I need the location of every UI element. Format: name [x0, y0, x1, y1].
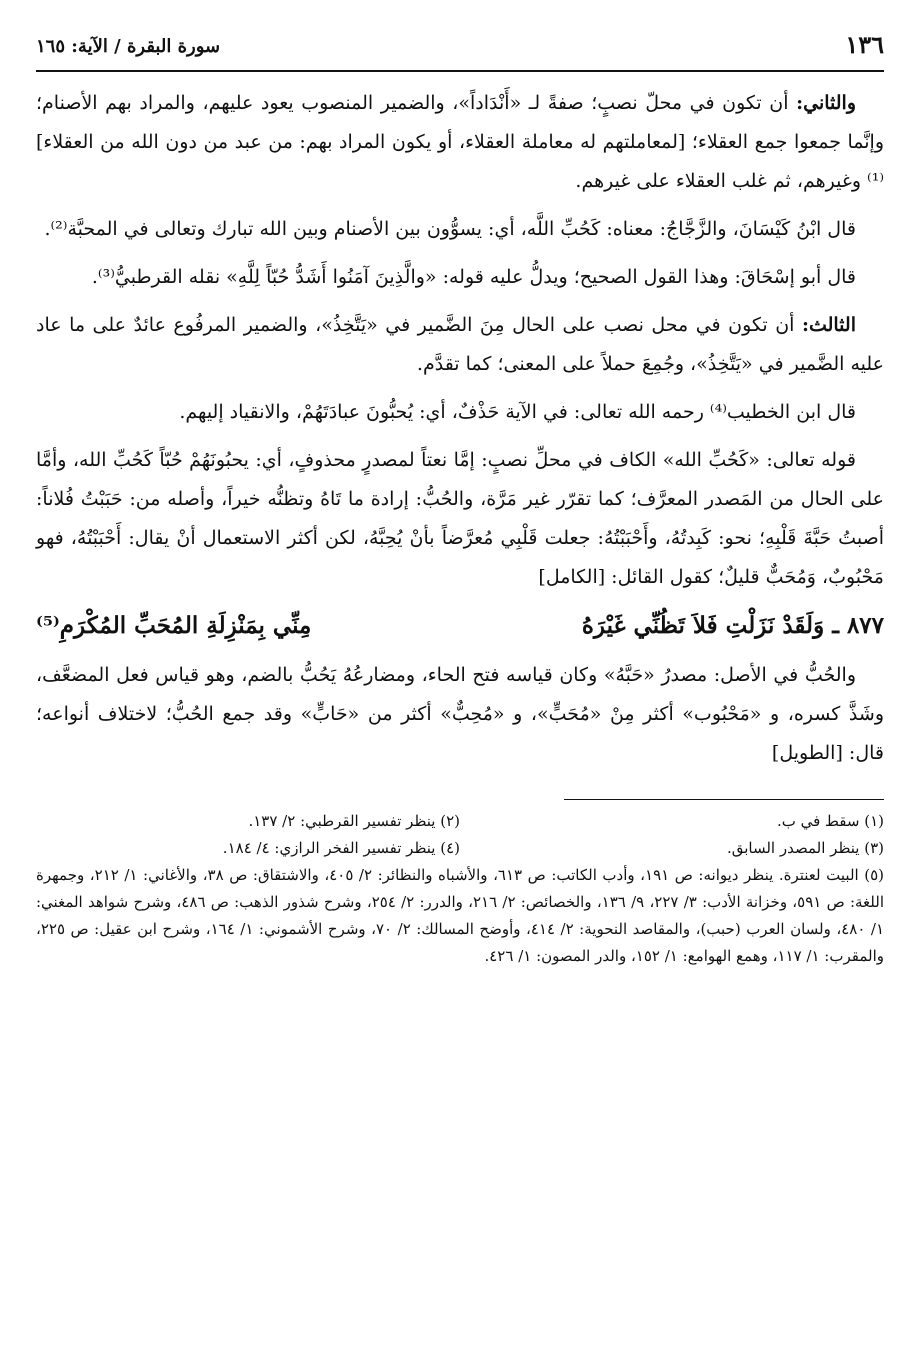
paragraph-label: والثاني:: [796, 92, 856, 114]
footnote-row: [36, 808, 884, 835]
running-title: سورة البقرة / الآية: ١٦٥: [36, 36, 221, 57]
footnotes: [36, 808, 884, 970]
paragraph-abu-ishaq: قال أبو إسْحَاقَ: وهذا القول الصحيح؛ ويدلُّ عليه قوله: «والَّذِينَ آمَنُوا أَشَدُّ حُبّاً لِلَّهِ» نقله القرطبيُّ⁽³⁾.: [91, 266, 856, 288]
main-text: [36, 84, 884, 773]
footnote-3: (٣) ينظر المصدر السابق.: [726, 839, 884, 857]
footnote-1: (١) سقط في ب.: [776, 812, 884, 830]
paragraph-third-view: [36, 306, 884, 384]
verse-first-half: [582, 606, 884, 646]
paragraph-ibn-al-khatib: قال ابن الخطيب⁽⁴⁾ رحمه الله تعالى: في الآية حَذْفٌ، أي: يُحبُّونَ عبادَتَهُمْ، والانقياد إليهم.: [179, 401, 856, 423]
book-page: [36, 30, 884, 1346]
page-number: ١٣٦: [845, 30, 884, 59]
paragraph-label: الثالث:: [801, 314, 856, 336]
paragraph-text: أن تكون في محلّ نصبٍ؛ صفةً لـ «أَنْدَاداً»، والضمير المنصوب يعود عليهم، والمراد بهم الأصنام؛ وإنَّما جمعوا جمع العقلاء؛ [لمعاملتهم له معاملة العقلاء، أو يكون المراد بهم: من عبد من دون الله من العقلاء]⁽¹⁾ وغيرهم، ثم غلب العقلاء على غيرهم.: [36, 92, 884, 192]
footnote-row: [36, 835, 884, 862]
paragraph-second-view: [36, 84, 884, 201]
paragraph-text: أن تكون في محل نصب على الحال مِنَ الضَّمير في «يَتَّخِذُ»، والضمير المرفُوع عائدٌ على ما عاد عليه الضَّمير في «يَتَّخِذُ»، وجُمِعَ حملاً على المعنى؛ كما تقدَّم.: [36, 314, 884, 375]
poetry-verse: [36, 606, 884, 646]
verse-number: ٨٧٧ ـ: [832, 612, 884, 639]
footnote-separator: [564, 799, 884, 800]
paragraph-hubb-origin: والحُبُّ في الأصل: مصدرُ «حَبَّهُ» وكان قياسه فتح الحاء، ومضارعُهُ يَحُبُّ بالضم، وهو قياس فعل المضعَّف، وشَذَّ كسره، و «مَحْبُوب» أكثر مِنْ «مُحَبٍّ»، و «مُحِبٌّ» أكثر من «حَابٍّ» وقد جمع الحُبُّ؛ لاختلاف أنواعه؛ قال: [الطويل]: [36, 664, 884, 764]
footnote-5: (٥) البيت لعنترة. ينظر ديوانه: ص ١٩١، وأدب الكاتب: ص ٦١٣، والأشباه والنظائر: ٢/ ٤٠٥، والاشتقاق: ص ٣٨، والأغاني: ١/ ٢١٢، وجمهرة اللغة: ص ٥٩١، وخزانة الأدب: ٣/ ٢٢٧، ٩/ ١٣٦، والخصائص: ٢/ ٢١٦، والدرر: ٢/ ٢٥٤، وشرح شذور الذهب: ص ٤٨٦، وشرح شواهد المغني: ١/ ٤٨٠، ولسان العرب (حبب)، والمقاصد النحوية: ٢/ ٤١٤، وأوضح المسالك: ٢/ ٧٠، وشرح الأشموني: ١/ ١٦٤، وشرح ابن عقيل: ص ٢٢٥، والمقرب: ١/ ١١٧، وهمع الهوامع: ١/ ١٥٢، والدر المصون: ١/ ٤٢٦.: [36, 866, 885, 965]
footnote-2: (٢) ينظر تفسير القرطبي: ٢/ ١٣٧.: [248, 812, 460, 830]
page-header: [36, 30, 884, 72]
verse-hemistich-2: مِنِّي بِمَنْزِلَةِ المُحَبِّ المُكْرَمِ⁽⁵⁾: [36, 612, 312, 639]
verse-hemistich-1: وَلَقَدْ نَزَلْتِ فَلاَ تَظُنِّي غَيْرَهُ: [581, 612, 825, 639]
paragraph-kaf-analysis: قوله تعالى: «كَحُبِّ الله» الكاف في محلِّ نصبٍ: إمَّا نعتاً لمصدرٍ محذوفٍ، أي: يحبُونَهُمْ حُبّاً كَحُبِّ الله، وأمَّا على الحال من المَصدر المعرَّف؛ كما تقرّر غير مَرَّة، والحُبُّ: إرادة ما تَاهُ وتظنُّه خيراً، وأصله من: حَبَبْتُ فُلاناً: أصبتُ حَبَّةَ قَلْبِهِ؛ نحو: كَبِدتُهُ، وأَحْبَبْتُهُ: جعلت قَلْبِي مُعرَّضاً بأنْ يُحِبَّهُ، لكن أكثر الاستعمال أنْ يقال: أَحْبَبْتُهُ، فهو مَحْبُوبٌ، وَمُحَبٌّ قليلٌ؛ كقول القائل: [الكامل]: [36, 449, 884, 588]
paragraph-ibn-kaysan: قال ابْنُ كَيْسَانَ، والزَّجَّاجُ: معناه: كَحُبِّ اللَّه، أي: يسوُّون بين الأصنام وبين الله تبارك وتعالى في المحبَّة⁽²⁾.: [44, 218, 856, 240]
footnote-4: (٤) ينظر تفسير الفخر الرازي: ٤/ ١٨٤.: [222, 839, 460, 857]
